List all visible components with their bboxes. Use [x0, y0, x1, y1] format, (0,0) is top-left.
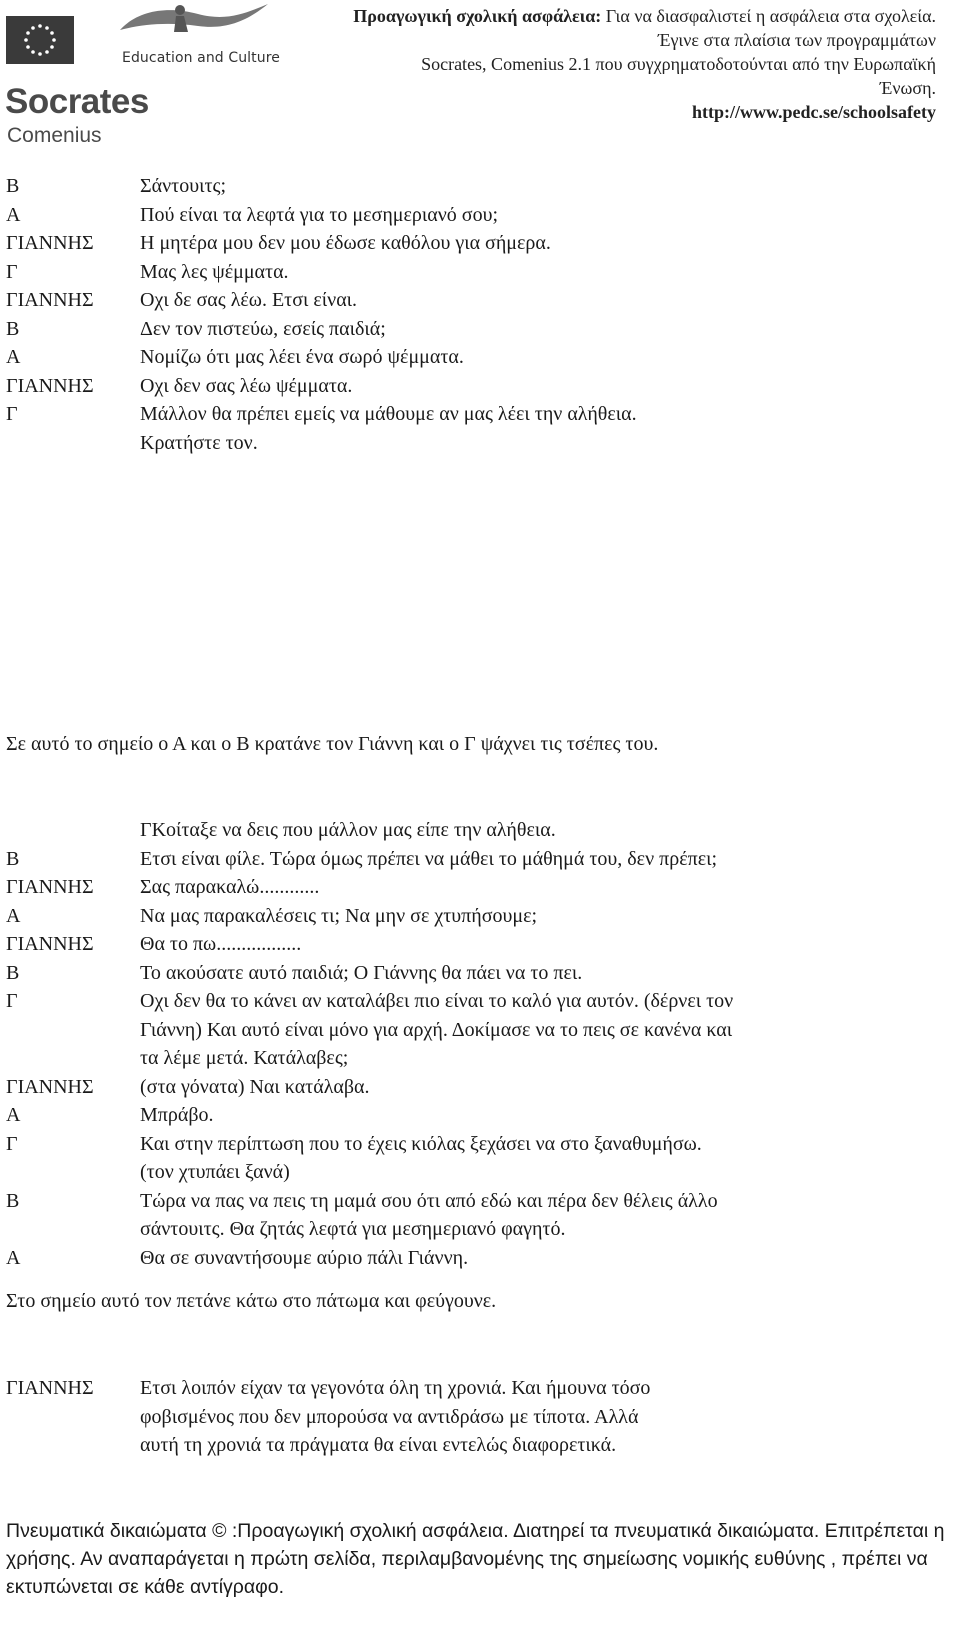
speaker: ΓΙΑΝΝΗΣ [6, 374, 94, 397]
comenius-brand: Comenius [7, 124, 102, 147]
dialogue-line [0, 258, 960, 287]
speaker: Γ [6, 403, 18, 425]
line-text: φοβισμένος που δεν μπορούσα να αντιδράσω με τίποτα. Αλλά [140, 1405, 639, 1428]
dialogue-line [0, 1016, 960, 1045]
copyright-footer: Πνευματικά δικαιώματα © :Προαγωγική σχολική ασφάλεια. Διατηρεί τα πνευματικά δικαιώματα. Επιτρέπεται η χρήσης. Αν αναπαράγεται η πρώτη σελίδα, περιλαμβανομένης της σημείωσης νομικής ευθύνης , πρέπει να εκτυπώνεται σε κάθε αντίγραφο. [6, 1520, 945, 1598]
line-text: Τώρα να πας να πεις τη μαμά σου ότι από εδώ και πέρα δεν θέλεις άλλο [140, 1189, 718, 1212]
speaker: Α [6, 1104, 21, 1126]
eu-flag-logo [6, 16, 74, 64]
speaker: ΓΙΑΝΝΗΣ [6, 1377, 94, 1399]
speaker: ΓΙΑΝΝΗΣ [6, 289, 94, 311]
speaker: Β [6, 847, 20, 870]
line-text: Μάλλον θα πρέπει εμείς να μάθουμε αν μας λέει την αλήθεια. [140, 403, 637, 425]
dialogue-section-1 [0, 172, 960, 457]
dialogue-line [0, 1431, 960, 1460]
dialogue-line [0, 816, 960, 845]
line-text: Μας λες ψέμματα. [140, 260, 289, 283]
speaker: Α [6, 346, 21, 368]
dialogue-line [0, 229, 960, 258]
logo-caption: Education and Culture [122, 50, 281, 66]
speaker [0, 1044, 140, 1073]
speaker: Β [6, 961, 20, 984]
line-text: Θα σε συναντήσουμε αύριο πάλι Γιάννη. [140, 1246, 469, 1269]
line-text: Η μητέρα μου δεν μου έδωσε καθόλου για σήμερα. [140, 232, 551, 254]
dialogue-line [0, 372, 960, 401]
dialogue-line [0, 315, 960, 344]
speaker: Β [6, 1189, 20, 1212]
line-text: Οχι δεν θα το κάνει αν καταλάβει πιο είναι το καλό για αυτόν. (δέρνει τον [140, 990, 734, 1012]
line-text: αυτή τη χρονιά τα πράγματα θα είναι εντελώς διαφορετικά. [140, 1434, 617, 1456]
speaker: Γ [6, 1132, 18, 1155]
dialogue-line [0, 343, 960, 372]
dialogue-line [0, 1215, 960, 1244]
speaker [0, 816, 140, 845]
stage-direction-2: Στο σημείο αυτό τον πετάνε κάτω στο πάτωμα και φεύγουνε. [6, 1290, 497, 1312]
speaker [0, 1403, 140, 1432]
line-text: ΓΚοίταξε να δεις που μάλλον μας είπε την αλήθεια. [140, 819, 556, 841]
speaker: Γ [6, 990, 18, 1012]
dialogue-line [0, 1187, 960, 1216]
dialogue-line [0, 1130, 960, 1159]
line-text: Πού είναι τα λεφτά για το μεσημεριανό σου; [140, 203, 499, 226]
line-text: Δεν τον πιστεύω, εσείς παιδιά; [140, 317, 386, 340]
dialogue-line [0, 959, 960, 988]
dialogue-line [0, 1073, 960, 1102]
line-text: τα λέμε μετά. Κατάλαβες; [140, 1047, 349, 1069]
speaker [0, 1215, 140, 1244]
header-line-3: Socrates, Comenius 2.1 που συγχρηματοδοτούνται από την Ευρωπαϊκή [421, 54, 936, 74]
speaker: ΓΙΑΝΝΗΣ [6, 933, 94, 955]
line-text: Σάντουιτς; [140, 175, 226, 197]
dialogue-line [0, 429, 960, 458]
line-text: Γιάννη) Και αυτό είναι μόνο για αρχή. Δοκίμασε να το πεις σε κανένα και [140, 1018, 733, 1041]
header-url: http://www.pedc.se/schoolsafety [692, 102, 936, 122]
stage-direction-1: Σε αυτό το σημείο ο Α και ο Β κρατάνε τον Γιάννη και ο Γ ψάχνει τις τσέπες του. [6, 733, 659, 755]
speaker [0, 1431, 140, 1460]
dialogue-section-2 [0, 816, 960, 1272]
line-text: Οχι δε σας λέω. Ετσι είναι. [140, 289, 358, 311]
speaker: Α [6, 904, 21, 927]
line-text: Και στην περίπτωση που το έχεις κιόλας ξεχάσει να στο ξαναθυμήσω. [140, 1132, 702, 1155]
speaker: ΓΙΑΝΝΗΣ [6, 232, 94, 254]
line-text: (τον χτυπάει ξανά) [140, 1161, 290, 1183]
line-text: Ετσι είναι φίλε. Τώρα όμως πρέπει να μάθει το μάθημά του, δεν πρέπει; [140, 847, 718, 870]
line-text: (στα γόνατα) Ναι κατάλαβα. [140, 1075, 370, 1098]
line-text: Θα το πω................. [140, 933, 302, 955]
header-line-2: Έγινε στα πλαίσια των προγραμμάτων [657, 30, 936, 50]
dialogue-line [0, 1244, 960, 1273]
line-text: Ετσι λοιπόν είχαν τα γεγονότα όλη τη χρονιά. Και ήμουνα τόσο [140, 1377, 651, 1399]
speaker: ΓΙΑΝΝΗΣ [6, 876, 94, 898]
dialogue-section-3 [0, 1374, 960, 1460]
dialogue-line [0, 930, 960, 959]
line-text: Μπράβο. [140, 1104, 214, 1126]
socrates-brand: Socrates [5, 82, 149, 121]
dialogue-line [0, 400, 960, 429]
line-text: Κρατήστε τον. [140, 431, 258, 454]
speaker: Β [6, 175, 20, 197]
dialogue-line [0, 201, 960, 230]
line-text: Να μας παρακαλέσεις τι; Να μην σε χτυπήσουμε; [140, 904, 538, 927]
dialogue-line [0, 1044, 960, 1073]
document-header [336, 4, 936, 124]
speaker: Α [6, 1246, 21, 1269]
header-title-bold: Προαγωγική σχολική ασφάλεια: [353, 6, 602, 26]
speaker: Α [6, 203, 21, 226]
dialogue-line [0, 987, 960, 1016]
line-text: Σας παρακαλώ............ [140, 876, 320, 898]
speaker: Β [6, 317, 20, 340]
speaker [0, 1158, 140, 1187]
header-line-4: Ένωση. [879, 78, 936, 98]
line-text: Νομίζω ότι μας λέει ένα σωρό ψέμματα. [140, 346, 464, 368]
speaker: ΓΙΑΝΝΗΣ [6, 1075, 94, 1098]
dialogue-line [0, 172, 960, 201]
dialogue-line [0, 1101, 960, 1130]
line-text: Το ακούσατε αυτό παιδιά; Ο Γιάννης θα πάει να το πει. [140, 961, 583, 984]
dialogue-line [0, 902, 960, 931]
dialogue-line [0, 845, 960, 874]
dialogue-line [0, 1158, 960, 1187]
line-text: Οχι δεν σας λέω ψέμματα. [140, 374, 353, 397]
speaker [0, 1016, 140, 1045]
dialogue-line [0, 286, 960, 315]
speaker [0, 429, 140, 458]
dialogue-line [0, 1403, 960, 1432]
header-title-rest: Για να διασφαλιστεί η ασφάλεια στα σχολεία. [605, 6, 936, 26]
speaker: Γ [6, 260, 18, 283]
line-text: σάντουιτς. Θα ζητάς λεφτά για μεσημεριανό φαγητό. [140, 1218, 566, 1240]
dialogue-line [0, 873, 960, 902]
dialogue-line [0, 1374, 960, 1403]
